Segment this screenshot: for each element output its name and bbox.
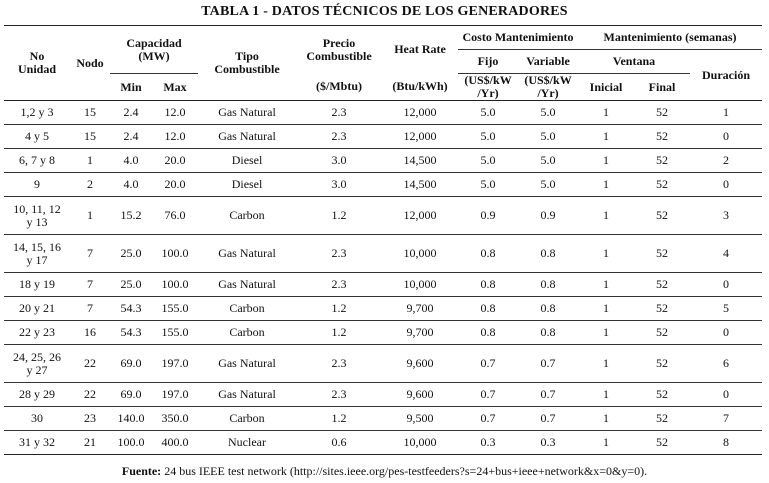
cell-min: 25.0 <box>110 235 152 273</box>
cell-inicial: 1 <box>578 125 634 149</box>
table-title: TABLA 1 - DATOS TÉCNICOS DE LOS GENERADORES <box>201 4 568 19</box>
cell-tipo: Gas Natural <box>198 125 296 149</box>
cell-heat: 9,700 <box>382 321 458 345</box>
cell-nodo: 7 <box>70 273 110 297</box>
table-row <box>4 297 762 321</box>
cell-duracion: 0 <box>690 273 762 297</box>
cell-max: 76.0 <box>152 197 198 235</box>
cell-variable: 0.9 <box>518 197 578 235</box>
cell-tipo: Gas Natural <box>198 345 296 383</box>
cell-duracion: 8 <box>690 431 762 455</box>
cell-max: 100.0 <box>152 235 198 273</box>
cell-unidad: 10, 11, 12 y 13 <box>4 197 70 235</box>
cell-max: 197.0 <box>152 383 198 407</box>
cell-fijo: 0.7 <box>458 383 518 407</box>
cell-unidad: 9 <box>4 173 70 197</box>
table-row <box>4 273 762 297</box>
cell-unidad: 6, 7 y 8 <box>4 149 70 173</box>
cell-max: 155.0 <box>152 321 198 345</box>
header-capacidad: Capacidad (MW) <box>110 26 198 74</box>
header-variable: Variable <box>518 50 578 74</box>
cell-variable: 0.8 <box>518 235 578 273</box>
cell-duracion: 0 <box>690 173 762 197</box>
cell-max: 400.0 <box>152 431 198 455</box>
cell-fijo: 0.9 <box>458 197 518 235</box>
cell-precio: 1.2 <box>296 407 382 431</box>
header-costo-mantenimiento: Costo Mantenimiento <box>458 26 578 50</box>
cell-final: 52 <box>634 383 690 407</box>
cell-min: 69.0 <box>110 345 152 383</box>
cell-final: 52 <box>634 407 690 431</box>
cell-duracion: 0 <box>690 321 762 345</box>
cell-final: 52 <box>634 345 690 383</box>
header-heat-rate: Heat Rate <box>382 26 458 74</box>
table-row <box>4 407 762 431</box>
cell-nodo: 23 <box>70 407 110 431</box>
header-variable-unit: (US$/kW /Yr) <box>518 74 578 101</box>
header-tipo: Tipo Combustible <box>198 26 296 101</box>
cell-fijo: 5.0 <box>458 173 518 197</box>
cell-variable: 5.0 <box>518 149 578 173</box>
cell-variable: 5.0 <box>518 173 578 197</box>
header-ventana: Ventana <box>578 50 690 74</box>
cell-precio: 3.0 <box>296 173 382 197</box>
cell-precio: 0.6 <box>296 431 382 455</box>
cell-min: 140.0 <box>110 407 152 431</box>
cell-unidad: 20 y 21 <box>4 297 70 321</box>
cell-fijo: 0.7 <box>458 345 518 383</box>
table-row <box>4 235 762 273</box>
cell-duracion: 7 <box>690 407 762 431</box>
cell-nodo: 21 <box>70 431 110 455</box>
cell-fijo: 5.0 <box>458 149 518 173</box>
cell-fijo: 5.0 <box>458 125 518 149</box>
cell-max: 155.0 <box>152 297 198 321</box>
cell-precio: 2.3 <box>296 125 382 149</box>
cell-variable: 0.8 <box>518 273 578 297</box>
cell-tipo: Carbon <box>198 197 296 235</box>
cell-nodo: 15 <box>70 101 110 125</box>
cell-final: 52 <box>634 197 690 235</box>
cell-final: 52 <box>634 149 690 173</box>
cell-unidad: 24, 25, 26 y 27 <box>4 345 70 383</box>
header-fijo-unit: (US$/kW /Yr) <box>458 74 518 101</box>
cell-max: 20.0 <box>152 173 198 197</box>
cell-precio: 3.0 <box>296 149 382 173</box>
cell-final: 52 <box>634 125 690 149</box>
table-row <box>4 197 762 235</box>
cell-variable: 0.8 <box>518 297 578 321</box>
footer-source: 24 bus IEEE test network (http://sites.ieee.org/pes-testfeeders?s=24+bus+ieee+network&x=0&y=0). <box>161 464 648 478</box>
table-footer <box>0 464 769 479</box>
cell-tipo: Carbon <box>198 297 296 321</box>
cell-duracion: 4 <box>690 235 762 273</box>
cell-final: 52 <box>634 273 690 297</box>
cell-final: 52 <box>634 297 690 321</box>
cell-heat: 14,500 <box>382 149 458 173</box>
header-duracion: Duración <box>690 50 762 101</box>
footer-label: Fuente: <box>121 464 162 478</box>
cell-inicial: 1 <box>578 101 634 125</box>
cell-variable: 0.7 <box>518 345 578 383</box>
cell-nodo: 15 <box>70 125 110 149</box>
cell-min: 100.0 <box>110 431 152 455</box>
cell-heat: 10,000 <box>382 431 458 455</box>
cell-nodo: 16 <box>70 321 110 345</box>
cell-min: 54.3 <box>110 297 152 321</box>
cell-unidad: 31 y 32 <box>4 431 70 455</box>
cell-variable: 0.7 <box>518 383 578 407</box>
cell-fijo: 0.8 <box>458 273 518 297</box>
cell-duracion: 0 <box>690 383 762 407</box>
cell-precio: 2.3 <box>296 345 382 383</box>
cell-nodo: 7 <box>70 235 110 273</box>
cell-max: 197.0 <box>152 345 198 383</box>
cell-nodo: 22 <box>70 383 110 407</box>
cell-tipo: Carbon <box>198 407 296 431</box>
cell-heat: 10,000 <box>382 273 458 297</box>
cell-tipo: Nuclear <box>198 431 296 455</box>
cell-min: 4.0 <box>110 173 152 197</box>
cell-min: 15.2 <box>110 197 152 235</box>
cell-nodo: 1 <box>70 197 110 235</box>
header-mantenimiento: Mantenimiento (semanas) <box>578 26 762 50</box>
cell-duracion: 1 <box>690 101 762 125</box>
cell-duracion: 2 <box>690 149 762 173</box>
cell-inicial: 1 <box>578 149 634 173</box>
cell-precio: 1.2 <box>296 321 382 345</box>
cell-inicial: 1 <box>578 197 634 235</box>
cell-inicial: 1 <box>578 407 634 431</box>
cell-unidad: 30 <box>4 407 70 431</box>
cell-min: 25.0 <box>110 273 152 297</box>
cell-inicial: 1 <box>578 297 634 321</box>
header-unidad: No Unidad <box>4 26 70 101</box>
table-row <box>4 321 762 345</box>
cell-precio: 1.2 <box>296 297 382 321</box>
cell-final: 52 <box>634 235 690 273</box>
header-inicial: Inicial <box>578 74 634 101</box>
cell-fijo: 0.8 <box>458 297 518 321</box>
cell-inicial: 1 <box>578 173 634 197</box>
table-body <box>4 101 762 455</box>
cell-precio: 2.3 <box>296 235 382 273</box>
cell-precio: 2.3 <box>296 273 382 297</box>
header-max: Max <box>152 74 198 101</box>
cell-unidad: 18 y 19 <box>4 273 70 297</box>
cell-fijo: 5.0 <box>458 101 518 125</box>
cell-inicial: 1 <box>578 383 634 407</box>
cell-precio: 2.3 <box>296 101 382 125</box>
cell-heat: 10,000 <box>382 235 458 273</box>
cell-max: 12.0 <box>152 101 198 125</box>
cell-max: 350.0 <box>152 407 198 431</box>
cell-variable: 0.3 <box>518 431 578 455</box>
cell-heat: 12,000 <box>382 197 458 235</box>
cell-tipo: Carbon <box>198 321 296 345</box>
header-precio: Precio Combustible <box>296 26 382 74</box>
cell-variable: 5.0 <box>518 125 578 149</box>
cell-heat: 9,700 <box>382 297 458 321</box>
cell-inicial: 1 <box>578 321 634 345</box>
cell-min: 69.0 <box>110 383 152 407</box>
header-fijo: Fijo <box>458 50 518 74</box>
cell-nodo: 2 <box>70 173 110 197</box>
cell-variable: 5.0 <box>518 101 578 125</box>
generators-table <box>4 25 762 455</box>
cell-max: 12.0 <box>152 125 198 149</box>
cell-duracion: 0 <box>690 125 762 149</box>
cell-final: 52 <box>634 101 690 125</box>
cell-final: 52 <box>634 431 690 455</box>
header-final: Final <box>634 74 690 101</box>
header-nodo: Nodo <box>70 26 110 101</box>
header-min: Min <box>110 74 152 101</box>
cell-inicial: 1 <box>578 235 634 273</box>
cell-precio: 2.3 <box>296 383 382 407</box>
cell-tipo: Gas Natural <box>198 101 296 125</box>
table-row <box>4 345 762 383</box>
table-row <box>4 173 762 197</box>
cell-unidad: 22 y 23 <box>4 321 70 345</box>
table-row <box>4 101 762 125</box>
cell-nodo: 1 <box>70 149 110 173</box>
cell-min: 54.3 <box>110 321 152 345</box>
cell-final: 52 <box>634 173 690 197</box>
cell-heat: 12,000 <box>382 101 458 125</box>
cell-min: 4.0 <box>110 149 152 173</box>
cell-final: 52 <box>634 321 690 345</box>
cell-unidad: 28 y 29 <box>4 383 70 407</box>
cell-unidad: 1,2 y 3 <box>4 101 70 125</box>
cell-tipo: Diesel <box>198 149 296 173</box>
cell-inicial: 1 <box>578 273 634 297</box>
cell-tipo: Gas Natural <box>198 383 296 407</box>
cell-unidad: 14, 15, 16 y 17 <box>4 235 70 273</box>
cell-inicial: 1 <box>578 345 634 383</box>
table-header <box>4 26 762 101</box>
cell-fijo: 0.7 <box>458 407 518 431</box>
cell-nodo: 7 <box>70 297 110 321</box>
cell-inicial: 1 <box>578 431 634 455</box>
table-row <box>4 125 762 149</box>
header-precio-unit: ($/Mbtu) <box>296 74 382 101</box>
cell-nodo: 22 <box>70 345 110 383</box>
cell-heat: 9,600 <box>382 345 458 383</box>
cell-min: 2.4 <box>110 125 152 149</box>
cell-tipo: Gas Natural <box>198 273 296 297</box>
cell-variable: 0.7 <box>518 407 578 431</box>
table-row <box>4 383 762 407</box>
cell-heat: 9,500 <box>382 407 458 431</box>
cell-max: 20.0 <box>152 149 198 173</box>
table-row <box>4 431 762 455</box>
cell-fijo: 0.8 <box>458 321 518 345</box>
cell-unidad: 4 y 5 <box>4 125 70 149</box>
cell-fijo: 0.8 <box>458 235 518 273</box>
table-row <box>4 149 762 173</box>
cell-tipo: Gas Natural <box>198 235 296 273</box>
cell-duracion: 5 <box>690 297 762 321</box>
cell-duracion: 6 <box>690 345 762 383</box>
cell-tipo: Diesel <box>198 173 296 197</box>
cell-max: 100.0 <box>152 273 198 297</box>
cell-heat: 14,500 <box>382 173 458 197</box>
cell-duracion: 3 <box>690 197 762 235</box>
cell-heat: 9,600 <box>382 383 458 407</box>
cell-precio: 1.2 <box>296 197 382 235</box>
cell-fijo: 0.3 <box>458 431 518 455</box>
header-heat-unit: (Btu/kWh) <box>382 74 458 101</box>
cell-min: 2.4 <box>110 101 152 125</box>
cell-heat: 12,000 <box>382 125 458 149</box>
cell-variable: 0.8 <box>518 321 578 345</box>
